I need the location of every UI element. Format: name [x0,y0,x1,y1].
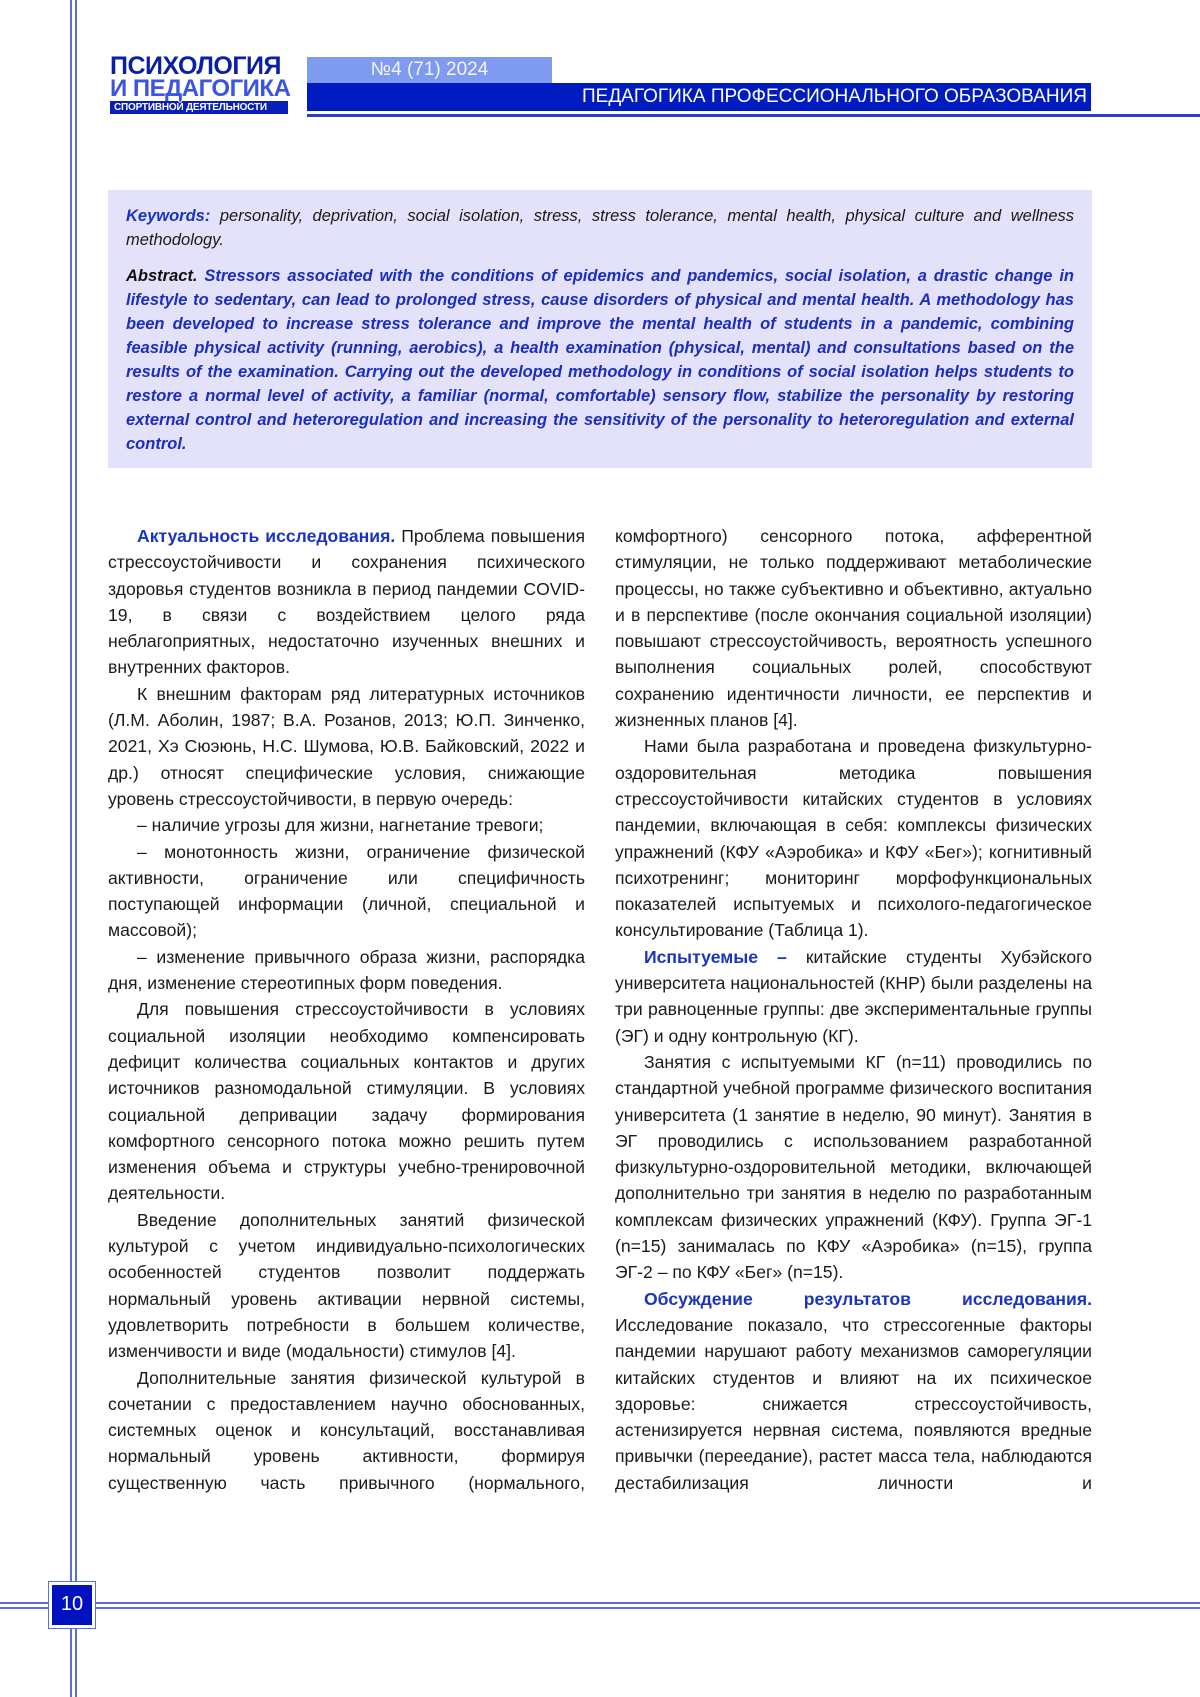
keywords-label: Keywords: [126,207,210,225]
paragraph [615,1286,1092,1496]
list-item: – наличие угрозы для жизни, нагнетание тревоги; [108,812,585,838]
issue-number: №4 (71) 2024 [307,57,552,83]
abstract [126,264,1074,456]
paragraph-heading: Обсуждение результатов исследования. [644,1289,1092,1309]
paragraph: К внешним факторам ряд литературных источников (Л.М. Аболин, 1987; В.А. Розанов, 2013; Ю.П. Зинченко, 2021, Хэ Сюэюнь, Н.С. Шумова, Ю.В. Байковский, 2022 и др.) относят специфические условия, снижающие уровень стрессоустойчивости, в первую очередь: [108,681,585,812]
journal-logo [110,54,288,114]
paragraph: Введение дополнительных занятий физической культурой с учетом индивидуально-психологических особенностей студентов позволит поддержать нормальный уровень активации нервной системы, удовлетворить потребности в большем количестве, изменчивости и виде (модальности) стимулов [4]. [108,1207,585,1365]
section-title: ПЕДАГОГИКА ПРОФЕССИОНАЛЬНОГО ОБРАЗОВАНИЯ [307,83,1091,111]
paragraph: Занятия с испытуемыми КГ (n=11) проводились по стандартной учебной программе физического воспитания университета (1 занятие в неделю, 90 минут). Занятия в ЭГ проводились с использованием разработанной физкультурно-оздоровительной методики, включающей дополнительно три занятия в неделю по разработанным комплексам физических упражнений (КФУ). Группа ЭГ-1 (n=15) занималась по КФУ «Аэробика» (n=15), группа ЭГ-2 – по КФУ «Бег» (n=15). [615,1049,1092,1286]
paragraph: Нами была разработана и проведена физкультурно-оздоровительная методика повышения стрессоустойчивости китайских студентов в условиях пандемии, включающая в себя: комплексы физических упражнений (КФУ «Аэробика» и КФУ «Бег»); когнитивный психотренинг; мониторинг морфофункциональных показателей испытуемых и психолого-педагогическое консультирование (Таблица 1). [615,733,1092,943]
paragraph: Дополнительные занятия физической культурой в сочетании с предоставлением научно обоснованных, системных оценок и консультаций, восстанавливая нормальный уровень активности, формируя существенную часть привычного (нормального, [108,1365,585,1496]
paragraph-text: Исследование показало, что стрессогенные факторы пандемии нарушают работу механизмов саморегуляции китайских студентов и влияют на их психическое здоровье: снижается стрессоустойчивость, астенизируется нервная система, появляются вредные привычки (переедание), растет масса тела, наблюдаются дестабилизация личности и [615,1315,1092,1493]
footer-rule [0,1602,1200,1604]
body-column-right [615,523,1092,1496]
paragraph: Для повышения стрессоустойчивости в условиях социальной изоляции необходимо компенсировать дефицит количества социальных контактов и других источников разномодальной стимуляции. В условиях социальной депривации задачу формирования комфортного сенсорного потока можно решить путем изменения объема и структуры учебно-тренировочной деятельности. [108,996,585,1206]
page-number-box [48,1581,96,1629]
logo-line-1: ПСИХОЛОГИЯ [110,54,288,78]
abstract-label: Abstract. [126,267,198,285]
abstract-box [108,190,1092,468]
paragraph [108,523,585,681]
page-number: 10 [52,1585,92,1625]
logo-line-2: И ПЕДАГОГИКА [110,78,288,100]
margin-rule [75,0,77,1697]
list-item: – изменение привычного образа жизни, распорядка дня, изменение стереотипных форм поведения. [108,944,585,997]
paragraph: комфортного) сенсорного потока, афферентной стимуляции, не только поддерживают метаболические процессы, но также субъективно и объективно, актуально и в перспективе (после окончания социальной изоляции) повышают стрессоустойчивость, вероятность успешного выполнения социальных ролей, способствуют сохранению идентичности личности, ее перспектив и жизненных планов [4]. [615,523,1092,733]
header-rule [307,114,1200,117]
paragraph-heading: Актуальность исследования. [137,526,395,546]
paragraph-text: китайские студенты Хубэйского университета национальностей (КНР) были разделены на три равноценные группы: две экспериментальные группы (ЭГ) и одну контрольную (КГ). [615,947,1092,1046]
body-column-left [108,523,585,1496]
footer-rule [0,1607,1200,1609]
margin-rule [70,0,72,1697]
keywords [126,204,1074,252]
paragraph-heading: Испытуемые – [644,947,787,967]
keywords-text: personality, deprivation, social isolation, stress, stress tolerance, mental health, physical culture and wellness methodology. [126,207,1074,249]
paragraph-text: Проблема повышения стрессоустойчивости и сохранения психического здоровья студентов возникла в период пандемии COVID-19, в связи с воздействием целого ряда неблагоприятных, недостаточно изученных внешних и внутренних факторов. [108,526,585,677]
paragraph [615,944,1092,1049]
list-item: – монотонность жизни, ограничение физической активности, ограничение или специфичность поступающей информации (личной, специальной и массовой); [108,839,585,944]
logo-line-3: СПОРТИВНОЙ ДЕЯТЕЛЬНОСТИ [110,101,288,114]
abstract-text: Stressors associated with the conditions of epidemics and pandemics, social isolation, a drastic change in lifestyle to sedentary, can lead to prolonged stress, cause disorders of physical and mental health. A methodology has been developed to increase stress tolerance and improve the mental health of students in a pandemic, combining feasible physical activity (running, aerobics), a health examination (physical, mental) and consultations based on the results of the examination. Carrying out the developed methodology in conditions of social isolation helps students to restore a normal level of activity, a familiar (normal, comfortable) sensory flow, stabilize the personality by restoring external control and heteroregulation and increasing the sensitivity of the personality to heteroregulation and external control. [126,267,1074,453]
